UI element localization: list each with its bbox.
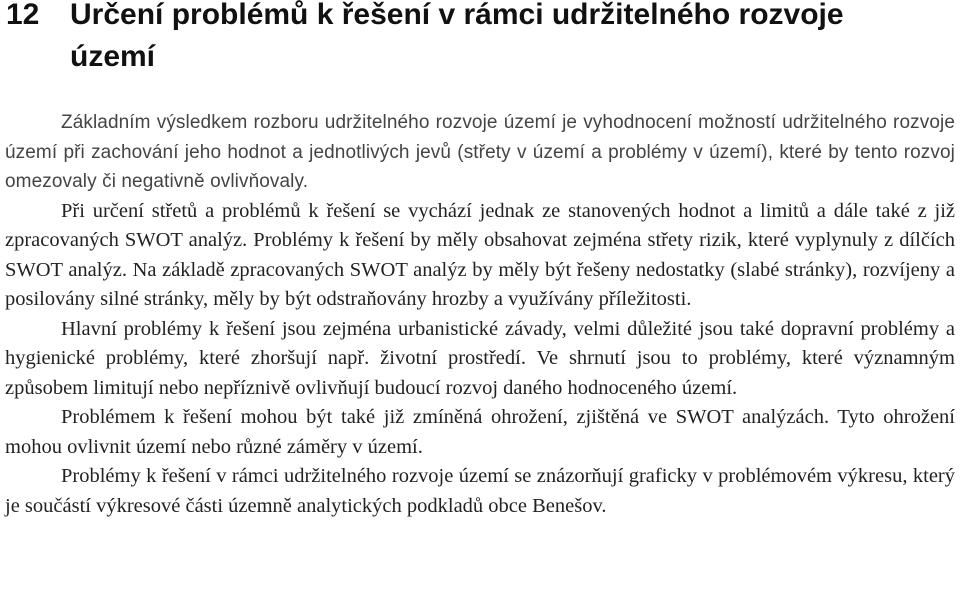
paragraph-3: Hlavní problémy k řešení jsou zejména urbanistické závady, velmi důležité jsou také dopravní problémy a hygienické problémy, které zhoršují např. životní prostředí. Ve shrnutí jsou to problémy, které významným způsobem limitují nebo nepříznivě ovlivňují budoucí rozvoj daného hodnoceného území.	[5, 317, 955, 399]
section-number: 12	[6, 0, 40, 31]
paragraph-4: Problémem k řešení mohou být také již zmíněná ohrožení, zjištěná ve SWOT analýzách. Tyto ohrožení mohou ovlivnit území nebo různé záměry v území.	[5, 406, 955, 458]
paragraph-5: Problémy k řešení v rámci udržitelného rozvoje území se znázorňují graficky v problémovém výkresu, který je součástí výkresové části územně analytických podkladů obce Benešov.	[5, 465, 955, 517]
paragraph-1: Základním výsledkem rozboru udržitelného rozvoje území je vyhodnocení možností udržitelného rozvoje území při zachování jeho hodnot a jednotlivých jevů (střety v území a problémy v území), které by tento rozvoj omezovaly či negativně ovlivňovaly.	[5, 112, 955, 192]
heading-line-2: území	[70, 40, 156, 73]
heading-line-1: Určení problémů k řešení v rámci udržitelného rozvoje	[70, 0, 844, 31]
section-heading	[6, 0, 956, 78]
section-body	[5, 108, 955, 521]
paragraph-2: Při určení střetů a problémů k řešení se vychází jednak ze stanovených hodnot a limitů a dále také z již zpracovaných SWOT analýz. Problémy k řešení by měly obsahovat zejména střety rizik, které vyplynuly z dílčích SWOT analýz. Na základě zpracovaných SWOT analýz by měly být řešeny nedostatky (slabé stránky), rozvíjeny a posilovány silné stránky, měly by být odstraňovány hrozby a využívány příležitosti.	[5, 199, 955, 310]
